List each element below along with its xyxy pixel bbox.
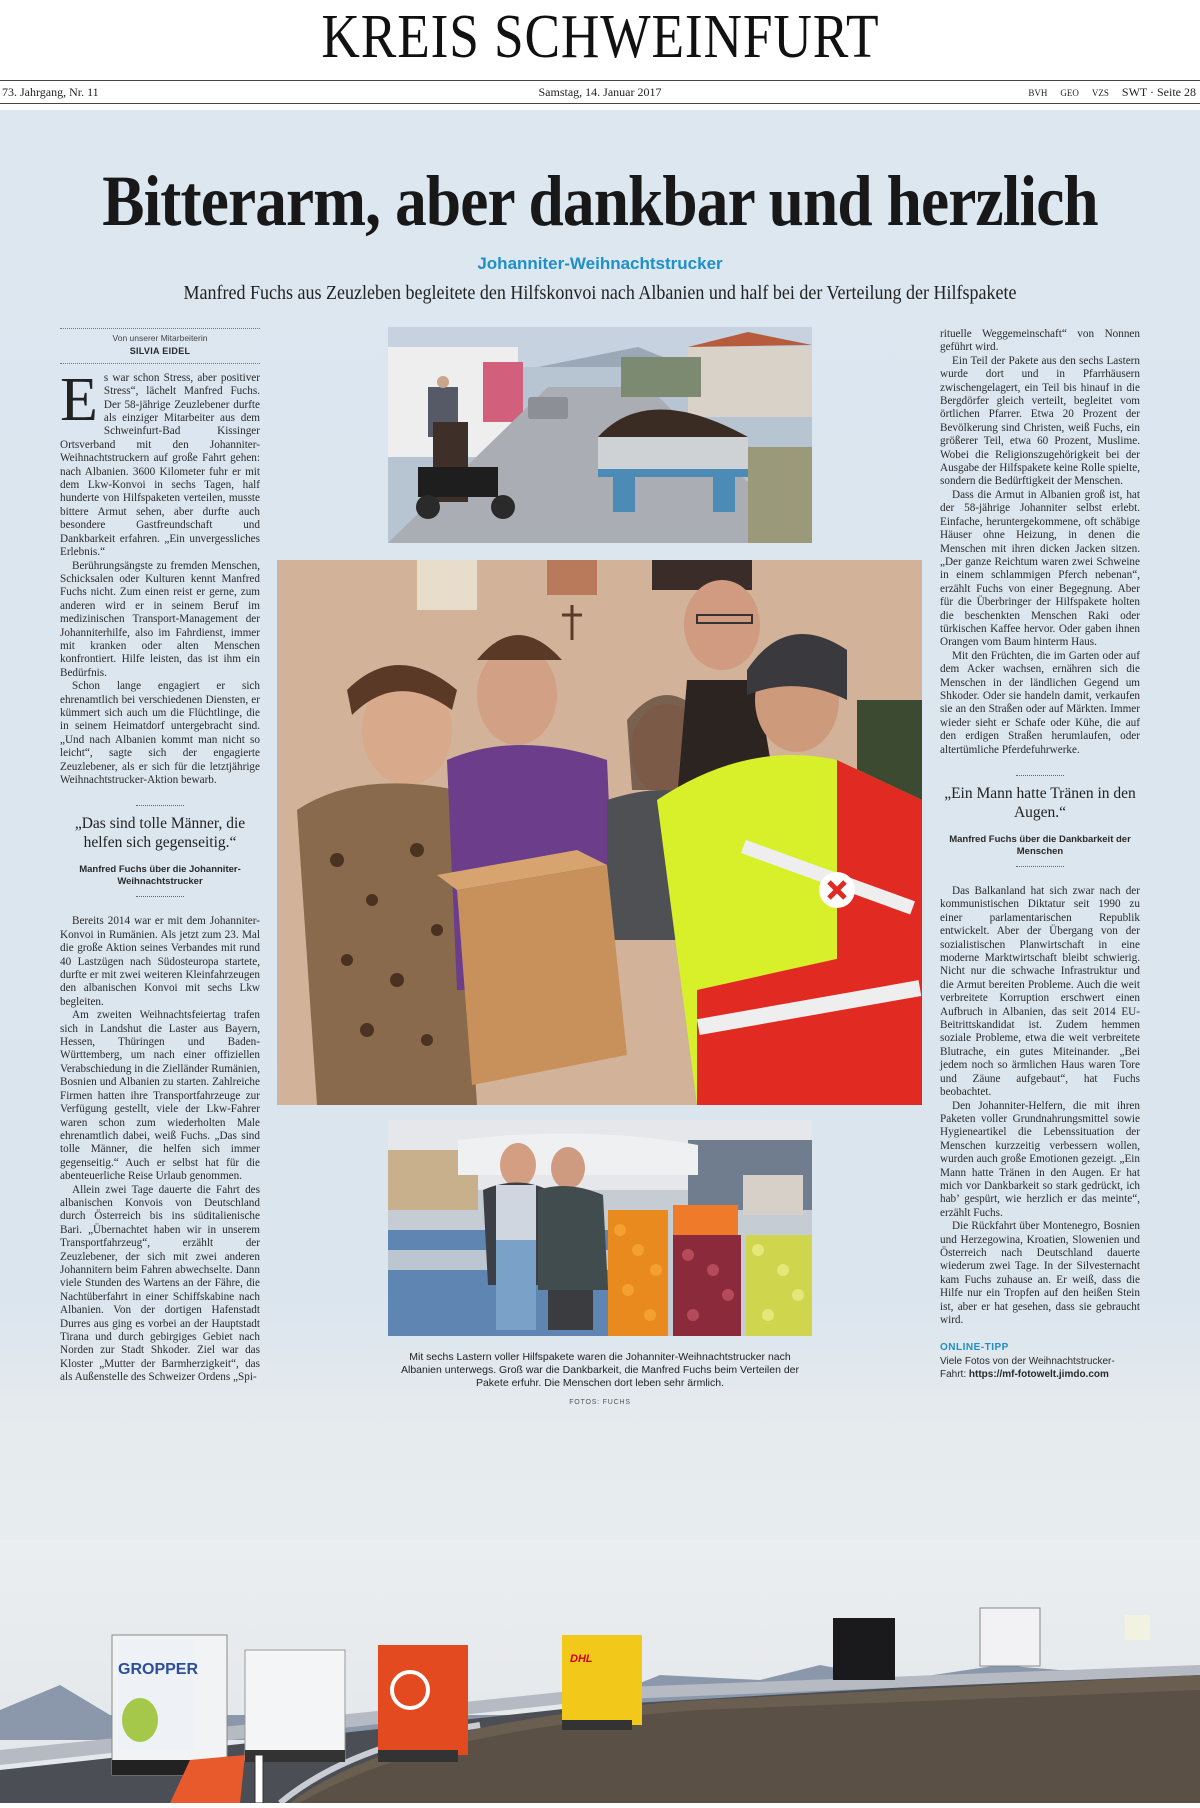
caption-text: Mit sechs Lastern voller Hilfspakete waren die Johanniter-Weihnachtstrucker nach Albanien unterwegs. Groß war die Dankbarkeit, die Manfred Fuchs beim Verteilen der Pakete erfuhr. Die Menschen dort leben sehr ärmlich. xyxy=(400,1351,800,1389)
paragraph: Am zweiten Weihnachtsfeiertag trafen sich in Landshut die Laster aus Bayern, Hessen, Thüringen und Baden-Württemberg, um nach einer offiziellen Verabschiedung in die Zielländer Rumänien, Bosnien und Albanien zu starten. Zahlreiche Firmen hatten ihre Transportfahrzeuge zur Verfügung gestellt, viele der Lkw-Fahrer waren schon zum wiederholten Male ehrenamtlich dabei, weiß Fuchs. „Das sind tolle Männer, die helfen sich immer gegenseitig.“ Auch er selbst hat für die abenteuerliche Reise Urlaub genommen. xyxy=(60,1009,260,1183)
paragraph: Berührungsängste zu fremden Menschen, Schicksalen oder Kulturen kennt Manfred Fuchs nicht. Zum einen reist er gerne, zum anderen wird er in seinem Beruf im medizinischen Transport-Management der Johanniterhilfe, also im Fahrdienst, immer mit kranken oder alten Menschen konfrontiert. Hilfe leisten, das ist ihm ein Bedürfnis. xyxy=(60,559,260,679)
truck-label: DHL xyxy=(570,1653,593,1665)
edition-code: VZS xyxy=(1091,88,1109,98)
paragraph: Bereits 2014 war er mit dem Johanniter-Konvoi in Rumänien. Als jetzt zum 23. Mal die große Aktion seines Verbandes mit rund 40 Lastzügen nach Südosteuropa startete, durfte er mit zwei weiteren Kleinfahrzeugen den albanischen Konvoi mit sechs Lkw begleiten. xyxy=(60,915,260,1008)
truck-label: GROPPER xyxy=(118,1661,199,1678)
pull-quote xyxy=(60,805,260,897)
truck xyxy=(245,1650,345,1760)
truck-convoy-image xyxy=(0,1540,1200,1803)
truck xyxy=(833,1618,895,1680)
article-kicker: Johanniter-Weihnachtstrucker xyxy=(477,254,723,273)
online-tip xyxy=(940,1355,1140,1381)
pull-quote xyxy=(940,775,1140,867)
paragraph: Es war schon Stress, aber positiver Stress“, lächelt Manfred Fuchs. Der 58-jährige Zeuzlebener durfte als einziger Mitarbeiter aus dem Schweinfurt-Bad Kissinger Ortsverband mit den Johanniter-Weihnachtstruckern auf große Fahrt gehen: nach Albanien. 3600 Kilometer fuhr er mit dem Lkw-Konvoi in sechs Tagen, half hunderte von Hilfspaketen verteilen, musste bittere Armut sehen, aber durfte auch besondere Gastfreundschaft und Dankbarkeit erfahren. „Ein unvergessliches Erlebnis.“ xyxy=(60,365,260,559)
photo-truck-convoy xyxy=(0,1540,1200,1803)
edition-code: GEO xyxy=(1060,88,1079,98)
street-scene-image xyxy=(388,327,812,543)
paragraph: Den Johanniter-Helfern, die mit ihren Paketen voller Grundnahrungsmittel sowie Hygieneartikel die Lebenssituation der Menschen kurzzeitig verbessern wollen, wurden auch große Emotionen gezeigt. „Ein Mann hatte Tränen in den Augen. Er hat mich vor Dankbarkeit so stark gedrückt, ich hab’ gespürt, wie herzlich er das meinte“, erzählt Fuchs. xyxy=(940,1099,1140,1219)
masthead xyxy=(0,0,1200,70)
pull-quote-source: Manfred Fuchs über die Johanniter-Weihnachtstrucker xyxy=(79,864,241,888)
drop-cap: E xyxy=(60,365,98,434)
photo-credit: FOTOS: FUCHS xyxy=(569,1399,631,1406)
truck xyxy=(112,1635,227,1775)
left-column xyxy=(60,328,260,1385)
photo-caption xyxy=(388,1351,812,1409)
pull-quote-source: Manfred Fuchs über die Dankbarkeit der Menschen xyxy=(949,834,1131,857)
pull-quote-text: „Das sind tolle Männer, die helfen sich gegenseitig.“ xyxy=(74,815,246,852)
article-headline: Bitterarm, aber dankbar und herzlich xyxy=(102,161,1098,241)
paragraph: Allein zwei Tage dauerte die Fahrt des albanischen Konvois von Deutschland durch Österreich bis ins süditalienische Bari. „Übernachtet haben wir in unserem Transportfahrzeug“, erzählt der Zeuzlebener, der sich mit zwei anderen Johannitern beim Fahren abwechselte. Dann viele Stunden des Wartens an der Fähre, die Nachtüberfahrt in einer Schiffskabine nach Albanien. Von der dortigen Hafenstadt Durres aus ging es vorbei an der Hauptstadt Tirana und durch gebirgiges Gebiet nach Norden zur Stadt Shkoder. Ziel war das Kloster „Mutter der Barmherzigkeit“, das als Außenstelle des Schweizer Ordens „Spi- xyxy=(60,1183,260,1384)
page-label: SWT · Seite 28 xyxy=(1121,85,1196,99)
edition-code: BVH xyxy=(1028,88,1048,98)
online-tip-text: Viele Fotos von der Weihnachtstrucker-Fahrt: xyxy=(940,1355,1115,1380)
issue-date: Samstag, 14. Januar 2017 xyxy=(538,85,662,99)
photo-fruit-market xyxy=(388,1120,812,1336)
article-subhead: Manfred Fuchs aus Zeuzleben begleitete den Hilfskonvoi nach Albanien und half bei der Verteilung der Hilfspakete xyxy=(183,282,1017,304)
online-tip-label: ONLINE-TIPP xyxy=(940,1342,1009,1354)
byline xyxy=(60,328,260,364)
truck xyxy=(980,1608,1040,1666)
fruit-market-image xyxy=(388,1120,812,1336)
volume-number: 73. Jahrgang, Nr. 11 xyxy=(2,85,99,99)
paragraph: Die Rückfahrt über Montenegro, Bosnien und Herzegowina, Kroatien, Slowenien und Österreich nach Deutschland dauerte wiederum zwei Tage. In der Silvesternacht kam Fuchs zuhause an. Er weiß, dass die Hilfe nur ein Tropfen auf den heißen Stein ist, aber er hat gesehen, dass sie gebraucht wird. xyxy=(940,1220,1140,1326)
online-tip-link[interactable]: https://mf-fotowelt.jimdo.com xyxy=(968,1368,1109,1380)
page-info xyxy=(1018,81,1196,104)
divider xyxy=(136,896,184,897)
divider xyxy=(1016,866,1064,867)
truck xyxy=(378,1645,468,1762)
vehicle xyxy=(1125,1615,1150,1640)
newspaper-title: KREIS SCHWEINFURT xyxy=(321,3,879,71)
paragraph: Dass die Armut in Albanien groß ist, hat der 58-jährige Johanniter selbst erlebt. Einfache, heruntergekommene, oft schäbige Häuser ohne Heizung, in denen die Menschen mit ihren dicken Jacken sitzen. „Der ganze Reichtum waren zwei Schweine in einem schlammigen Pferch nebenan“, erzählt Fuchs von einer Begegnung. Aber für die Überbringer der Hilfspakete holten die beschenkten Menschen Raki oder türkischen Kaffee hervor. Oder gaben ihnen Orangen vom Baum hinterm Haus. xyxy=(940,488,1140,649)
divider xyxy=(136,805,184,806)
right-column xyxy=(940,328,1140,1381)
paragraph: rituelle Weggemeinschaft“ von Nonnen geführt wird. xyxy=(940,328,1140,354)
author-name: SILVIA EIDEL xyxy=(129,346,191,357)
pull-quote-text: „Ein Mann hatte Tränen in den Augen.“ xyxy=(944,785,1136,821)
photo-street-scene xyxy=(388,327,812,543)
family-aid-image xyxy=(277,560,922,1105)
paragraph: Ein Teil der Pakete aus den sechs Lastern wurde dort und in Pfarrhäusern zwischengelagert, ein Teil bis hinauf in die Bergdörfer gleich verteilt, begleitet vom örtlichen Pfarrer. Etwa 20 Prozent der Bevölkerung sind Christen, weiß Fuchs, ein größerer Teil, etwa 60 Prozent, Muslime. Wobei die Religionszugehörigkeit bei der Ausgabe der Hilfspakete keine Rolle spielte, sondern die Bedürftigkeit der Menschen. xyxy=(940,354,1140,488)
truck xyxy=(562,1635,642,1730)
paragraph: Schon lange engagiert er sich ehrenamtlich bei verschiedenen Diensten, er kümmert sich auch um die Flüchtlinge, die in seinem Heimatdorf untergebracht sind. „Und nach Albanien kommt man nicht so leicht“, sagte sich der engagierte Zeuzlebener, als er sich für die letztjährige Weihnachtstrucker-Aktion bewarb. xyxy=(60,680,260,786)
divider xyxy=(1016,775,1064,776)
road-marker xyxy=(255,1755,263,1803)
paragraph: Das Balkanland hat sich zwar nach der kommunistischen Diktatur seit 1990 zu einer parlamentarischen Republik entwickelt. Aber der Übergang von der sozialistischen Planwirtschaft in eine moderne Marktwirtschaft bleibt schwierig. Nicht nur die schwache Infrastruktur und die Armut bereiten Probleme. Auch die weit verbreitete Korruption erschwert einen Aufbruch in Albanien, das seit 2014 EU-Beitrittskandidat ist. Zudem hemmen soziale Probleme, etwa die weit verbreitete Blutrache, ein gutes Miteinander. „Bei jedem noch so ärmlichen Haus waren Tore und Zäune aufgebaut“, hat Fuchs beobachtet. xyxy=(940,885,1140,1099)
issue-meta-bar xyxy=(0,80,1200,104)
paragraph: Mit den Früchten, die im Garten oder auf dem Acker wachsen, ernähren sich die Menschen in der ländlichen Gegend um Shkoder. Oder sie handeln damit, verkaufen sie an den Straßen oder auf Märkten. Immer wieder sieht er Schafe oder Kühe, die auf den erdigen Straßen herumlaufen, oder altertümliche Pferdefuhrwerke. xyxy=(940,649,1140,756)
byline-prefix: Von unserer Mitarbeiterin xyxy=(112,333,208,343)
photo-family-aid xyxy=(277,560,922,1105)
